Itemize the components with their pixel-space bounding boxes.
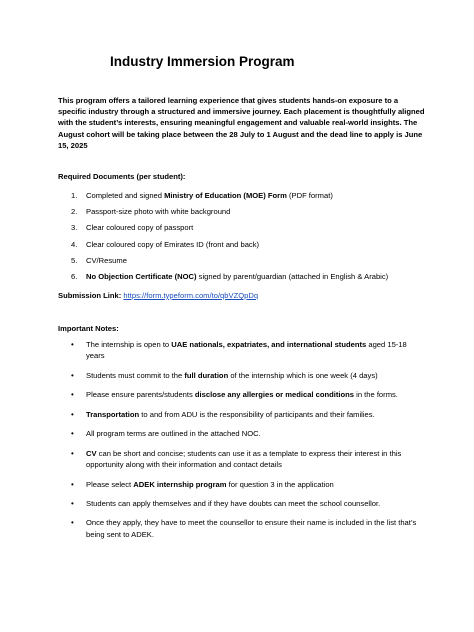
note-text: The internship is open to <box>86 340 172 349</box>
list-item <box>58 409 420 420</box>
item-number: 6. <box>71 272 78 282</box>
item-number: 1. <box>71 190 78 200</box>
bullet-icon: • <box>71 370 74 380</box>
important-notes-heading: Important Notes: <box>58 324 119 333</box>
list-item <box>58 389 420 400</box>
note-bold-text: disclose any allergies or medical conditions <box>194 390 355 400</box>
note-text: Once they apply, they have to meet the counsellor to ensure their name is included in the list that’s being sent to ADEK. <box>86 518 417 539</box>
bullet-icon: • <box>71 518 74 528</box>
bullet-icon: • <box>71 409 74 419</box>
note-text-after: to and from ADU is the responsibility of participants and their families. <box>139 409 375 419</box>
required-documents-list <box>58 187 448 285</box>
bullet-icon: • <box>71 390 74 400</box>
item-number: 3. <box>71 223 78 233</box>
item-number: 4. <box>71 239 78 249</box>
document-title: Industry Immersion Program <box>110 54 295 69</box>
item-text: Passport-size photo with white background <box>86 206 231 216</box>
note-bold-text: full duration <box>184 370 229 380</box>
required-documents-heading: Required Documents (per student): <box>58 172 186 181</box>
note-text-after: for question 3 in the application <box>226 479 334 489</box>
note-text: Please select <box>86 479 134 489</box>
note-text: Students can apply themselves and if they have doubts can meet the school counsellor. <box>86 498 381 508</box>
list-item <box>58 220 448 236</box>
submission-link-line <box>58 291 258 300</box>
list-item <box>58 370 420 381</box>
note-text: All program terms are outlined in the attached NOC. <box>86 429 261 439</box>
item-text-after: (PDF format) <box>286 190 333 200</box>
item-bold-text: No Objection Certificate (NOC) <box>86 272 197 282</box>
submission-link-label: Submission Link: <box>58 291 122 300</box>
item-text: Completed and signed <box>86 190 165 200</box>
item-text: CV/Resume <box>86 255 127 265</box>
note-text-after: aged 15-18 years <box>86 340 407 361</box>
note-bold-text: ADEK internship program <box>133 479 227 489</box>
list-item <box>58 252 448 268</box>
bullet-icon: • <box>71 448 74 458</box>
bullet-icon: • <box>71 429 74 439</box>
bullet-icon: • <box>71 340 74 349</box>
important-notes-list <box>58 339 420 548</box>
intro-paragraph: This program offers a tailored learning experience that gives students hands-on exposure to a specific industry through a structured and immersive journey. Each placement is thoughtfully aligned with the student’s interests, ensuring meaningful engagement and valuable real-world insights. The August cohort will be taking place between the 28 July to 1 August and the dead line to apply is June 15, 2025 <box>58 96 425 150</box>
list-item <box>58 339 420 362</box>
submission-link[interactable]: https://form.typeform.com/to/qbVZQpDq <box>123 291 259 300</box>
note-text: Please ensure parents/students <box>86 390 195 400</box>
list-item <box>58 203 448 219</box>
item-bold-text: Ministry of Education (MOE) Form <box>164 190 287 200</box>
note-bold-text: UAE nationals, expatriates, and international students <box>171 340 367 349</box>
list-item <box>58 428 420 439</box>
note-bold-text: CV <box>86 448 97 458</box>
note-text-after: of the internship which is one week (4 days) <box>228 370 378 380</box>
item-text: Clear coloured copy of Emirates ID (front and back) <box>86 239 260 249</box>
bullet-icon: • <box>71 498 74 508</box>
item-text-after: signed by parent/guardian (attached in English & Arabic) <box>196 272 389 282</box>
list-item <box>58 268 448 284</box>
list-item <box>58 187 448 203</box>
list-item <box>58 517 420 540</box>
note-bold-text: Transportation <box>86 409 140 419</box>
item-text: Clear coloured copy of passport <box>86 223 194 233</box>
item-number: 5. <box>71 255 78 265</box>
list-item <box>58 479 420 490</box>
bullet-icon: • <box>71 479 74 489</box>
item-number: 2. <box>71 206 78 216</box>
note-text: Students must commit to the <box>86 370 185 380</box>
note-text-after: in the forms. <box>354 390 398 400</box>
list-item <box>58 498 420 509</box>
list-item <box>58 236 448 252</box>
list-item <box>58 448 420 471</box>
note-text-after: can be short and concise; students can use it as a template to express their interest in this opportunity along with their information and contact details <box>86 448 402 470</box>
